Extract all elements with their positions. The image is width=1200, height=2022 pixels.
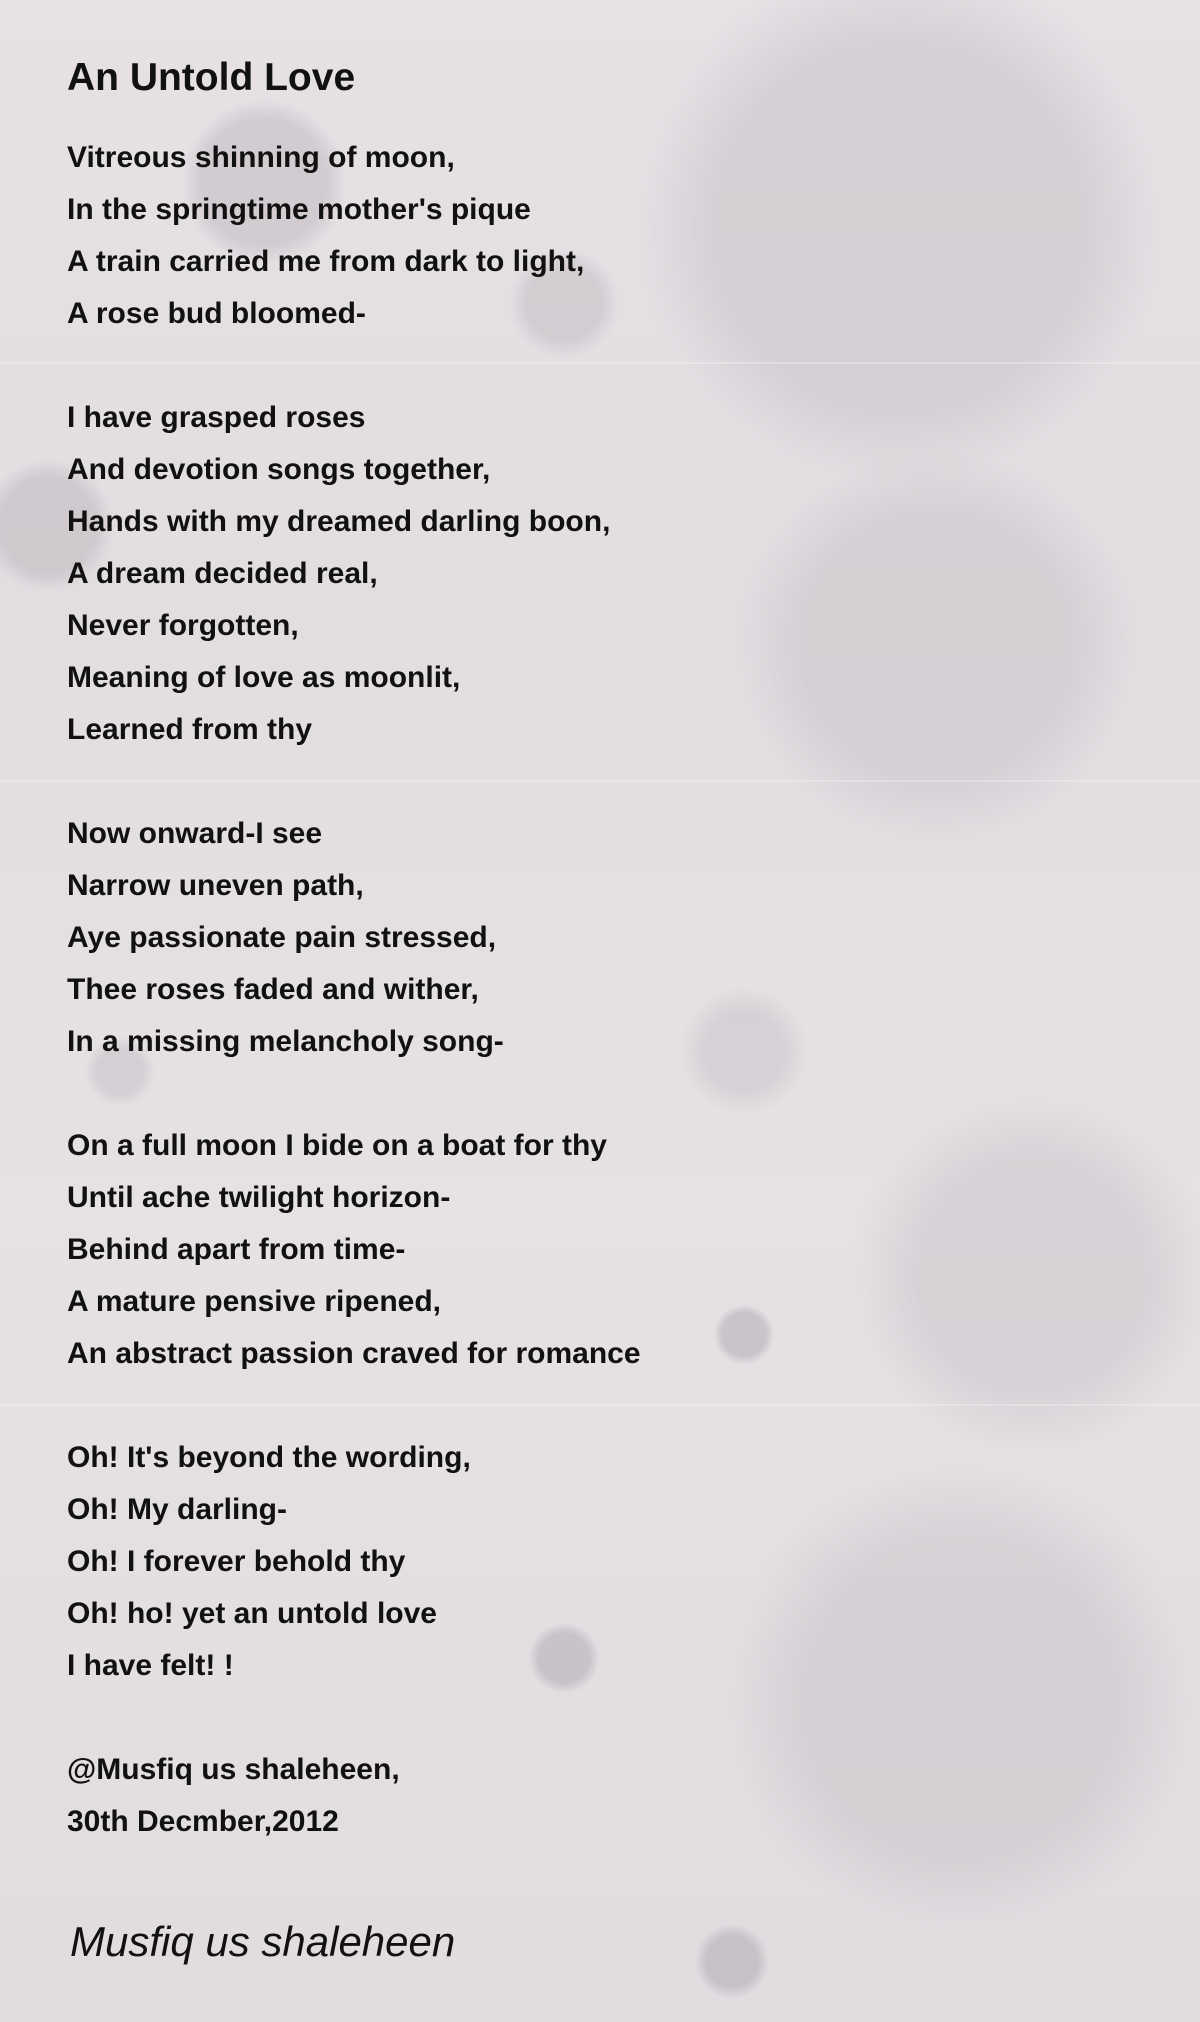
poem-line: Vitreous shinning of moon,: [67, 141, 455, 174]
stanza: [67, 132, 1067, 340]
poem-line: In the springtime mother's pique: [67, 193, 531, 226]
poem-line: Behind apart from time-: [67, 1233, 406, 1266]
stanza: [67, 808, 1067, 1068]
poem-line: An abstract passion craved for romance: [67, 1337, 641, 1370]
stanza: [67, 1432, 1067, 1692]
poem-line: Oh! My darling-: [67, 1493, 287, 1526]
poem-line: 30th Decmber,2012: [67, 1805, 339, 1838]
poem-line: Meaning of love as moonlit,: [67, 661, 461, 694]
poem-line: Learned from thy: [67, 713, 313, 746]
poem-line: Narrow uneven path,: [67, 869, 364, 902]
stanza-gap: [67, 1068, 1067, 1120]
poem-line: @Musfiq us shaleheen,: [67, 1753, 400, 1786]
stanza: [67, 1120, 1067, 1380]
poem-line: Thee roses faded and wither,: [67, 973, 479, 1006]
stanza-gap: [67, 756, 1067, 808]
poem-line: And devotion songs together,: [67, 453, 491, 486]
poem-line: Oh! I forever behold thy: [67, 1545, 406, 1578]
poem-line: Aye passionate pain stressed,: [67, 921, 497, 954]
poem-title: An Untold Love: [67, 56, 356, 99]
poem-line: On a full moon I bide on a boat for thy: [67, 1129, 607, 1162]
poem-line: A rose bud bloomed-: [67, 297, 366, 330]
poem-line: In a missing melancholy song-: [67, 1025, 504, 1058]
poem-line: Now onward-I see: [67, 817, 323, 850]
poem-line: I have felt! !: [67, 1649, 234, 1682]
poem-line: Never forgotten,: [67, 609, 299, 642]
poem-line: Oh! It's beyond the wording,: [67, 1441, 471, 1474]
poem-author: Musfiq us shaleheen: [70, 1918, 456, 1965]
poem-body: [67, 132, 1067, 1848]
poem-line: A dream decided real,: [67, 557, 378, 590]
poem-line: Oh! ho! yet an untold love: [67, 1597, 437, 1630]
stanza-gap: [67, 1692, 1067, 1744]
poem-line: A train carried me from dark to light,: [67, 245, 585, 278]
stanza: [67, 1744, 1067, 1848]
poem: [67, 52, 1067, 1848]
stanza: [67, 392, 1067, 756]
poem-line: A mature pensive ripened,: [67, 1285, 442, 1318]
stanza-gap: [67, 1380, 1067, 1432]
poem-line: Until ache twilight horizon-: [67, 1181, 451, 1214]
poem-line: I have grasped roses: [67, 401, 366, 434]
stanza-gap: [67, 340, 1067, 392]
poem-line: Hands with my dreamed darling boon,: [67, 505, 611, 538]
